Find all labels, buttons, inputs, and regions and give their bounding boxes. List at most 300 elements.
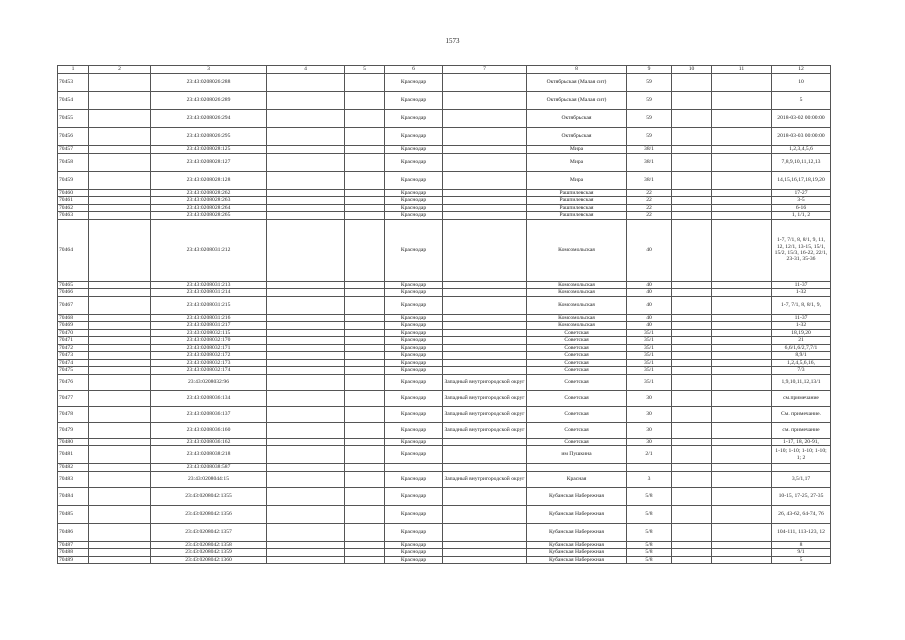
table-cell-c6: Краснодар: [385, 549, 443, 557]
table-cell-c1: 70484: [58, 487, 89, 505]
table-cell-c7: [443, 464, 527, 472]
table-cell-c12: 14,15,16,17,18,19,20: [772, 171, 831, 189]
table-cell-c12: 1-7, 7/1, 8, 8/1, 9, 11, 12, 12/1, 13-15, 15/1, 15/2, 15/3, 16-22, 22/1, 23-31, 35-36: [772, 219, 831, 281]
column-header: 1: [58, 66, 89, 74]
table-cell-c8: Кубанская Набережная: [527, 556, 627, 564]
table-cell-c6: Краснодар: [385, 171, 443, 189]
table-cell-c4: [267, 487, 345, 505]
table-cell-c6: Краснодар: [385, 422, 443, 438]
table-cell-c6: Краснодар: [385, 446, 443, 464]
table-cell-c4: [267, 296, 345, 314]
table-cell-c3: 23:43:0208036:137: [151, 406, 267, 422]
table-cell-c3: 23:43:0208026:295: [151, 128, 267, 146]
table-cell-c5: [345, 390, 385, 406]
table-cell-c5: [345, 549, 385, 557]
table-cell-c6: Краснодар: [385, 359, 443, 367]
table-cell-c3: 23:43:0208026:289: [151, 92, 267, 110]
table-cell-c2: [89, 367, 151, 375]
table-cell-c9: 3: [627, 471, 672, 487]
table-row: [58, 344, 831, 352]
table-cell-c6: Краснодар: [385, 406, 443, 422]
table-row: [58, 289, 831, 297]
table-row: [58, 464, 831, 472]
table-cell-c8: Советская: [527, 390, 627, 406]
table-cell-c11: [712, 390, 772, 406]
table-cell-c12: см.примечание: [772, 390, 831, 406]
table-cell-c2: [89, 359, 151, 367]
table-cell-c12: 7,8,9,10,11,12,13: [772, 153, 831, 171]
table-row: [58, 549, 831, 557]
table-cell-c5: [345, 281, 385, 289]
table-cell-c12: 9/1: [772, 549, 831, 557]
table-cell-c10: [672, 549, 712, 557]
table-cell-c4: [267, 556, 345, 564]
table-cell-c9: 40: [627, 314, 672, 322]
table-cell-c12: 11-37: [772, 281, 831, 289]
table-row: [58, 471, 831, 487]
table-cell-c12: 1,9,10,11,12,13/1: [772, 374, 831, 390]
table-cell-c10: [672, 110, 712, 128]
table-cell-c6: Краснодар: [385, 471, 443, 487]
table-cell-c9: 22: [627, 204, 672, 212]
table-cell-c2: [89, 92, 151, 110]
table-cell-c7: [443, 281, 527, 289]
table-row: [58, 359, 831, 367]
table-cell-c5: [345, 367, 385, 375]
table-cell-c7: [443, 322, 527, 330]
table-cell-c12: 104-111, 113-123, 12: [772, 523, 831, 541]
table-cell-c6: Краснодар: [385, 337, 443, 345]
table-cell-c3: 23:43:0208028:263: [151, 197, 267, 205]
table-cell-c1: 70486: [58, 523, 89, 541]
table-cell-c3: 23:43:0208042:1359: [151, 549, 267, 557]
table-cell-c2: [89, 446, 151, 464]
table-cell-c2: [89, 128, 151, 146]
table-cell-c2: [89, 212, 151, 220]
table-cell-c3: 23:43:0208031:213: [151, 281, 267, 289]
table-cell-c12: 8,9/1: [772, 352, 831, 360]
table-row: [58, 212, 831, 220]
table-cell-c9: 35/1: [627, 344, 672, 352]
table-cell-c3: 23:43:0208028:128: [151, 171, 267, 189]
table-cell-c8: Мира: [527, 171, 627, 189]
table-cell-c10: [672, 352, 712, 360]
column-header: 2: [89, 66, 151, 74]
table-cell-c7: [443, 219, 527, 281]
table-cell-c2: [89, 329, 151, 337]
table-cell-c2: [89, 541, 151, 549]
table-cell-c1: 70485: [58, 505, 89, 523]
table-cell-c8: Советская: [527, 406, 627, 422]
table-cell-c10: [672, 128, 712, 146]
table-cell-c4: [267, 289, 345, 297]
table-cell-c6: Краснодар: [385, 314, 443, 322]
table-cell-c4: [267, 422, 345, 438]
table-cell-c5: [345, 289, 385, 297]
table-cell-c10: [672, 505, 712, 523]
table-cell-c10: [672, 212, 712, 220]
table-cell-c5: [345, 219, 385, 281]
table-cell-c7: Западный внутригородской округ: [443, 390, 527, 406]
table-cell-c6: [385, 464, 443, 472]
table-cell-c5: [345, 146, 385, 154]
table-cell-c7: [443, 128, 527, 146]
column-header: 6: [385, 66, 443, 74]
table-cell-c11: [712, 505, 772, 523]
table-cell-c1: 70488: [58, 549, 89, 557]
table-cell-c10: [672, 296, 712, 314]
table-cell-c11: [712, 281, 772, 289]
page-number: 1573: [445, 37, 460, 45]
table-cell-c8: им Пушкина: [527, 446, 627, 464]
table-cell-c4: [267, 219, 345, 281]
table-cell-c12: см. примечание: [772, 422, 831, 438]
table-cell-c12: 5: [772, 556, 831, 564]
table-cell-c9: 40: [627, 322, 672, 330]
table-cell-c11: [712, 406, 772, 422]
table-cell-c3: 23:43:0208042:1360: [151, 556, 267, 564]
table-cell-c1: 70453: [58, 74, 89, 92]
table-cell-c8: [527, 464, 627, 472]
table-cell-c4: [267, 146, 345, 154]
table-cell-c4: [267, 359, 345, 367]
table-cell-c12: 3,5/1,17: [772, 471, 831, 487]
table-cell-c5: [345, 128, 385, 146]
table-cell-c3: 23:43:0208038:218: [151, 446, 267, 464]
table-cell-c3: 23:43:0208036:134: [151, 390, 267, 406]
table-cell-c12: 1,2,4,5,6,16,: [772, 359, 831, 367]
table-cell-c2: [89, 219, 151, 281]
table-cell-c4: [267, 110, 345, 128]
table-cell-c5: [345, 352, 385, 360]
table-cell-c5: [345, 92, 385, 110]
table-cell-c6: Краснодар: [385, 505, 443, 523]
table-cell-c8: Рашпилевская: [527, 204, 627, 212]
table-row: [58, 171, 831, 189]
table-cell-c4: [267, 337, 345, 345]
table-cell-c8: Советская: [527, 352, 627, 360]
table-row: [58, 110, 831, 128]
table-cell-c11: [712, 204, 772, 212]
table-cell-c9: 40: [627, 296, 672, 314]
table-cell-c3: 23:43:0208032:96: [151, 374, 267, 390]
table-cell-c7: [443, 329, 527, 337]
table-cell-c6: Краснодар: [385, 541, 443, 549]
table-cell-c8: Октябрьская: [527, 110, 627, 128]
table-cell-c11: [712, 128, 772, 146]
table-cell-c8: Комсомольская: [527, 322, 627, 330]
table-cell-c10: [672, 322, 712, 330]
table-cell-c8: Рашпилевская: [527, 189, 627, 197]
table-row: [58, 219, 831, 281]
table-cell-c2: [89, 189, 151, 197]
table-cell-c8: Комсомольская: [527, 314, 627, 322]
table-cell-c9: 30: [627, 406, 672, 422]
table-cell-c12: 5: [772, 92, 831, 110]
table-cell-c8: Октябрьская (Малая сит): [527, 92, 627, 110]
table-cell-c3: 23:43:0208036:162: [151, 438, 267, 446]
table-cell-c4: [267, 471, 345, 487]
table-cell-c9: 40: [627, 281, 672, 289]
table-cell-c7: [443, 505, 527, 523]
table-cell-c10: [672, 471, 712, 487]
table-row: [58, 374, 831, 390]
table-cell-c5: [345, 212, 385, 220]
table-cell-c11: [712, 344, 772, 352]
table-cell-c7: [443, 487, 527, 505]
table-cell-c11: [712, 352, 772, 360]
table-cell-c8: Советская: [527, 329, 627, 337]
table-cell-c3: 23:43:0208028:262: [151, 189, 267, 197]
table-cell-c5: [345, 153, 385, 171]
table-cell-c8: Кубанская Набережная: [527, 523, 627, 541]
table-cell-c1: 70478: [58, 406, 89, 422]
table-cell-c9: 35/1: [627, 329, 672, 337]
table-cell-c5: [345, 337, 385, 345]
table-cell-c7: [443, 446, 527, 464]
table-cell-c2: [89, 471, 151, 487]
table-cell-c2: [89, 204, 151, 212]
table-cell-c6: Краснодар: [385, 189, 443, 197]
table-cell-c7: [443, 189, 527, 197]
table-body: [58, 74, 831, 564]
table-cell-c10: [672, 464, 712, 472]
table-cell-c9: 5/8: [627, 505, 672, 523]
table-cell-c12: 1-10; 1-10; 1-10; 1-10; 1; 2: [772, 446, 831, 464]
table-cell-c12: См. примечание.: [772, 406, 831, 422]
table-cell-c5: [345, 197, 385, 205]
table-cell-c8: Советская: [527, 344, 627, 352]
table-cell-c10: [672, 367, 712, 375]
column-header: 12: [772, 66, 831, 74]
table-cell-c10: [672, 219, 712, 281]
table-cell-c5: [345, 110, 385, 128]
table-cell-c11: [712, 92, 772, 110]
table-cell-c10: [672, 556, 712, 564]
table-row: [58, 556, 831, 564]
column-header: 4: [267, 66, 345, 74]
table-cell-c12: 8: [772, 541, 831, 549]
table-cell-c6: Краснодар: [385, 153, 443, 171]
table-cell-c2: [89, 74, 151, 92]
column-header: 3: [151, 66, 267, 74]
table-cell-c11: [712, 541, 772, 549]
table-cell-c7: [443, 212, 527, 220]
table-cell-c7: Западный внутригородской округ: [443, 406, 527, 422]
table-cell-c5: [345, 374, 385, 390]
table-cell-c11: [712, 359, 772, 367]
table-cell-c10: [672, 329, 712, 337]
table-cell-c5: [345, 464, 385, 472]
table-cell-c9: [627, 464, 672, 472]
table-cell-c10: [672, 344, 712, 352]
table-row: [58, 541, 831, 549]
table-cell-c10: [672, 314, 712, 322]
table-row: [58, 322, 831, 330]
table-cell-c11: [712, 296, 772, 314]
table-cell-c11: [712, 422, 772, 438]
table-row: [58, 352, 831, 360]
table-cell-c4: [267, 212, 345, 220]
table-cell-c2: [89, 146, 151, 154]
table-cell-c4: [267, 406, 345, 422]
table-row: [58, 390, 831, 406]
table-cell-c4: [267, 344, 345, 352]
table-cell-c9: 40: [627, 289, 672, 297]
table-cell-c3: 23:43:0208032:115: [151, 329, 267, 337]
table-cell-c10: [672, 146, 712, 154]
table-cell-c9: 38/1: [627, 153, 672, 171]
table-cell-c7: [443, 197, 527, 205]
table-cell-c7: [443, 556, 527, 564]
table-cell-c4: [267, 329, 345, 337]
table-cell-c3: 23:43:0208031:215: [151, 296, 267, 314]
table-cell-c9: 30: [627, 390, 672, 406]
table-cell-c7: [443, 74, 527, 92]
table-cell-c4: [267, 153, 345, 171]
table-cell-c2: [89, 344, 151, 352]
table-cell-c1: 70455: [58, 110, 89, 128]
table-cell-c8: Советская: [527, 374, 627, 390]
table-cell-c3: 23:43:0208028:265: [151, 212, 267, 220]
table-cell-c1: 70482: [58, 464, 89, 472]
table-cell-c11: [712, 314, 772, 322]
table-cell-c5: [345, 556, 385, 564]
table-cell-c6: Краснодар: [385, 197, 443, 205]
table-cell-c9: 22: [627, 197, 672, 205]
table-cell-c12: 1, 1/1, 2: [772, 212, 831, 220]
table-cell-c7: [443, 204, 527, 212]
header-row: [58, 66, 831, 74]
table-cell-c12: 18,19,20: [772, 329, 831, 337]
table-cell-c3: 23:43:0208031:217: [151, 322, 267, 330]
table-cell-c10: [672, 74, 712, 92]
table-cell-c3: 23:43:0208038:587: [151, 464, 267, 472]
table-cell-c9: 38/1: [627, 146, 672, 154]
table-cell-c1: 70487: [58, 541, 89, 549]
table-cell-c5: [345, 204, 385, 212]
table-cell-c1: 70483: [58, 471, 89, 487]
table-cell-c4: [267, 74, 345, 92]
table-cell-c9: 5/8: [627, 523, 672, 541]
table-cell-c9: 30: [627, 438, 672, 446]
table-cell-c11: [712, 464, 772, 472]
table-cell-c10: [672, 541, 712, 549]
table-cell-c4: [267, 446, 345, 464]
table-cell-c9: 2/1: [627, 446, 672, 464]
table-cell-c12: 6-16: [772, 204, 831, 212]
table-cell-c1: 70465: [58, 281, 89, 289]
table-cell-c11: [712, 549, 772, 557]
table-cell-c12: 10: [772, 74, 831, 92]
table-cell-c1: 70475: [58, 367, 89, 375]
table-cell-c4: [267, 438, 345, 446]
table-cell-c9: 5/8: [627, 487, 672, 505]
table-cell-c9: 35/1: [627, 367, 672, 375]
table-cell-c5: [345, 171, 385, 189]
table-cell-c3: 23:43:0208032:170: [151, 337, 267, 345]
table-cell-c10: [672, 197, 712, 205]
table-cell-c12: 3-5: [772, 197, 831, 205]
table-cell-c12: [772, 464, 831, 472]
table-cell-c11: [712, 212, 772, 220]
table-cell-c6: Краснодар: [385, 344, 443, 352]
table-cell-c6: Краснодар: [385, 204, 443, 212]
table-cell-c4: [267, 204, 345, 212]
table-cell-c12: 2018-03-02 00:00:00: [772, 110, 831, 128]
table-cell-c4: [267, 197, 345, 205]
table-cell-c4: [267, 171, 345, 189]
table-cell-c10: [672, 337, 712, 345]
table-cell-c9: 59: [627, 128, 672, 146]
table-cell-c1: 70459: [58, 171, 89, 189]
table-cell-c8: Октябрьская (Малая сит): [527, 74, 627, 92]
table-cell-c12: 1-7, 7/1, 8, 8/1, 9,: [772, 296, 831, 314]
table-cell-c4: [267, 92, 345, 110]
table-cell-c8: Советская: [527, 337, 627, 345]
table-row: [58, 92, 831, 110]
table-cell-c3: 23:43:0208042:1356: [151, 505, 267, 523]
table-cell-c12: 1-17, 18, 20-91,: [772, 438, 831, 446]
table-cell-c2: [89, 289, 151, 297]
table-cell-c1: 70467: [58, 296, 89, 314]
table-cell-c9: 59: [627, 74, 672, 92]
table-cell-c7: Западный внутригородской округ: [443, 471, 527, 487]
table-cell-c1: 70461: [58, 197, 89, 205]
table-cell-c6: Краснодар: [385, 438, 443, 446]
table-cell-c8: Рашпилевская: [527, 197, 627, 205]
table-row: [58, 523, 831, 541]
table-cell-c11: [712, 74, 772, 92]
table-cell-c10: [672, 523, 712, 541]
table-cell-c7: [443, 171, 527, 189]
table-cell-c1: 70471: [58, 337, 89, 345]
table-cell-c2: [89, 374, 151, 390]
table-cell-c6: Краснодар: [385, 289, 443, 297]
table-cell-c11: [712, 171, 772, 189]
table-cell-c11: [712, 367, 772, 375]
table-cell-c6: Краснодар: [385, 281, 443, 289]
table-cell-c11: [712, 556, 772, 564]
table-cell-c1: 70457: [58, 146, 89, 154]
table-cell-c10: [672, 487, 712, 505]
table-cell-c11: [712, 289, 772, 297]
table-cell-c7: [443, 438, 527, 446]
table-cell-c4: [267, 523, 345, 541]
table-cell-c2: [89, 322, 151, 330]
table-cell-c6: Краснодар: [385, 329, 443, 337]
table-cell-c8: Красная: [527, 471, 627, 487]
column-header: 5: [345, 66, 385, 74]
table-cell-c2: [89, 390, 151, 406]
table-cell-c7: [443, 367, 527, 375]
table-cell-c3: 23:43:0208031:216: [151, 314, 267, 322]
table-cell-c2: [89, 281, 151, 289]
table-cell-c10: [672, 171, 712, 189]
table-cell-c5: [345, 329, 385, 337]
table-cell-c11: [712, 446, 772, 464]
table-cell-c12: 1-32: [772, 322, 831, 330]
table-row: [58, 128, 831, 146]
table-cell-c5: [345, 322, 385, 330]
table-row: [58, 204, 831, 212]
table-cell-c3: 23:43:0208036:160: [151, 422, 267, 438]
table-cell-c8: Кубанская Набережная: [527, 487, 627, 505]
table-cell-c5: [345, 487, 385, 505]
table-cell-c6: Краснодар: [385, 74, 443, 92]
table-cell-c6: Краснодар: [385, 487, 443, 505]
table-cell-c2: [89, 549, 151, 557]
